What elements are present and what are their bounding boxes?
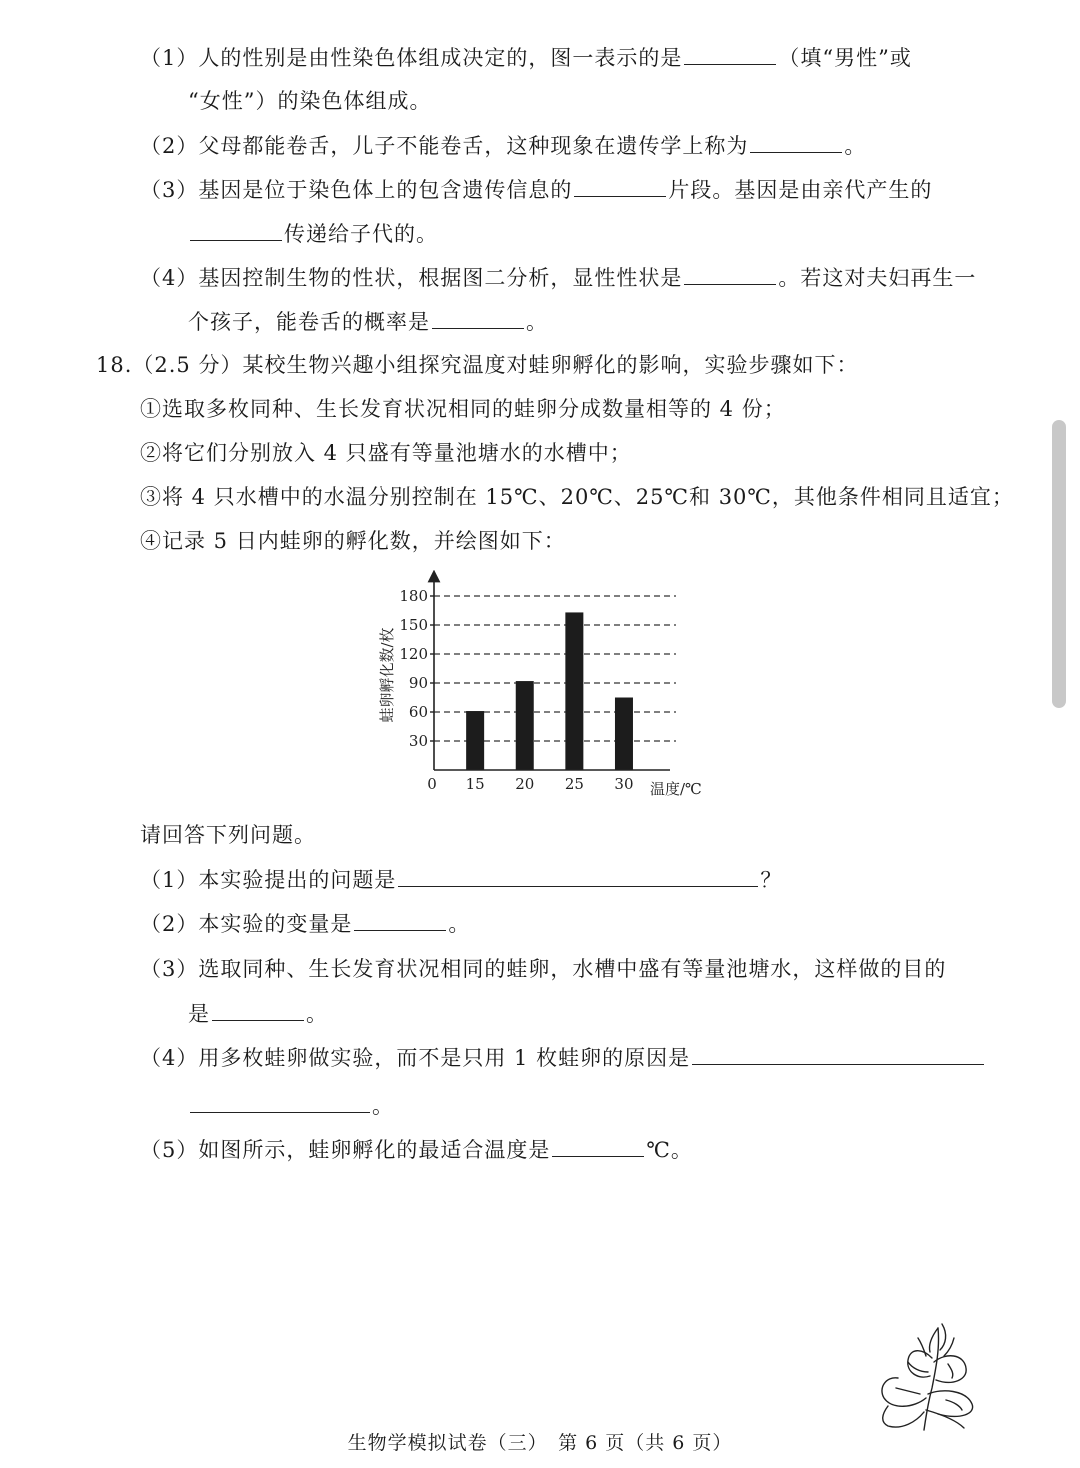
q17-part2-text-a: （2）父母都能卷舌，儿子不能卷舌，这种现象在遗传学上称为: [140, 134, 749, 158]
answer-blank[interactable]: [190, 218, 282, 241]
q18-sub3-text-c: 。: [306, 1002, 328, 1026]
q18-sub5-text-a: （5）如图所示，蛙卵孵化的最适合温度是: [140, 1138, 551, 1162]
answer-blank[interactable]: [684, 42, 776, 65]
hatching-bar-chart: [370, 570, 720, 805]
q18-step3: ③将 4 只水槽中的水温分别控制在 15℃、20℃、25℃和 30℃，其他条件相同且适宜；: [140, 485, 1014, 509]
answer-blank[interactable]: [432, 306, 524, 329]
answer-blank[interactable]: [398, 864, 758, 887]
q18-sub2-text-a: （2）本实验的变量是: [140, 912, 353, 936]
q17-part3-text-a: （3）基因是位于染色体上的包含遗传信息的: [140, 178, 573, 202]
x-tick-label: 30: [614, 775, 634, 793]
q18-sub3-text-b: 是: [188, 1002, 210, 1026]
x-axis-label: 温度/℃: [650, 780, 702, 798]
y-tick-label: 150: [399, 616, 428, 634]
q17-part4-text-d: 。: [526, 310, 548, 334]
y-tick-label: 30: [408, 732, 428, 750]
scrollbar-thumb[interactable]: [1052, 420, 1066, 708]
q18-step4: ④记录 5 日内蛙卵的孵化数，并绘图如下：: [140, 529, 566, 553]
q17-part3-line1: [140, 174, 932, 205]
q18-step1: ①选取多枚同种、生长发育状况相同的蛙卵分成数量相等的 4 份；: [140, 397, 786, 421]
q18-sub3-text-a: （3）选取同种、生长发育状况相同的蛙卵，水槽中盛有等量池塘水，这样做的目的: [140, 957, 947, 981]
bar-20: [516, 681, 534, 770]
x-tick-label: 25: [564, 775, 584, 793]
q17-part2-line: [140, 130, 866, 161]
answer-blank[interactable]: [750, 130, 842, 153]
flower-sketch-decoration: [868, 1318, 988, 1436]
q18-sub4-line1: [140, 1042, 986, 1073]
q18-sub3-line1: [140, 954, 946, 984]
answer-blank[interactable]: [692, 1042, 984, 1065]
y-tick-label: 60: [408, 703, 428, 721]
q17-part4-text-a: （4）基因控制生物的性状，根据图二分析，显性性状是: [140, 266, 683, 290]
x-tick-label: 20: [515, 775, 535, 793]
y-tick-label: 120: [399, 645, 428, 663]
origin-label: 0: [427, 775, 437, 793]
q18-sub5-text-b: ℃。: [646, 1138, 693, 1162]
q17-part4-line2: [188, 306, 548, 337]
q17-part1-text-b: （填“男性”或: [778, 46, 912, 70]
q17-part1-text-a: （1）人的性别是由性染色体组成决定的，图一表示的是: [140, 46, 683, 70]
answer-blank[interactable]: [212, 998, 304, 1021]
q18-sub4-text-b: 。: [372, 1094, 394, 1118]
q17-part1-line2: [188, 86, 431, 116]
q18-sub1-text-a: （1）本实验提出的问题是: [140, 868, 397, 892]
q17-part3-line2: [188, 218, 438, 249]
q18-sub2-text-b: 。: [448, 912, 471, 936]
answer-blank[interactable]: [684, 262, 776, 285]
bar-15: [466, 711, 484, 770]
x-tick-label: 15: [465, 775, 485, 793]
answer-blank[interactable]: [190, 1090, 370, 1113]
q17-part4-text-b: 。若这对夫妇再生一: [778, 266, 977, 290]
q17-part3-text-b: 片段。基因是由亲代产生的: [668, 178, 933, 202]
q17-part2-text-b: 。: [844, 134, 867, 158]
bar-30: [615, 698, 633, 771]
q17-part1-line1: [140, 42, 912, 73]
q18-step2: ②将它们分别放入 4 只盛有等量池塘水的水槽中；: [140, 441, 632, 465]
q17-part4-line1: [140, 262, 976, 293]
bar-25: [565, 612, 583, 770]
q18-sub4-line2: [188, 1090, 394, 1121]
q18-sub2: [140, 908, 470, 939]
q17-part4-text-c: 个孩子，能卷舌的概率是: [188, 310, 430, 334]
q18-prompt: 请回答下列问题。: [140, 823, 316, 847]
q18-sub5: [140, 1134, 693, 1165]
q18-header: 18.（2.5 分）某校生物兴趣小组探究温度对蛙卵孵化的影响，实验步骤如下：: [96, 353, 859, 377]
q18-sub1: [140, 864, 782, 895]
answer-blank[interactable]: [354, 908, 446, 931]
q18-sub1-text-b: ？: [760, 868, 783, 892]
hatching-bar-chart-svg: [370, 570, 720, 805]
y-tick-label: 180: [399, 587, 428, 605]
q18-sub3-line2: [188, 998, 328, 1029]
answer-blank[interactable]: [574, 174, 666, 197]
q17-part1-text-c: “女性”）的染色体组成。: [188, 89, 432, 113]
page-footer: 生物学模拟试卷（三） 第 6 页（共 6 页）: [347, 1432, 733, 1454]
q18-sub4-text-a: （4）用多枚蛙卵做实验，而不是只用 1 枚蛙卵的原因是: [140, 1046, 691, 1070]
q17-part3-text-c: 传递给子代的。: [284, 222, 438, 246]
answer-blank[interactable]: [552, 1134, 644, 1157]
y-tick-label: 90: [408, 674, 428, 692]
y-axis-label: 蛙卵孵化数/枚: [378, 627, 396, 723]
